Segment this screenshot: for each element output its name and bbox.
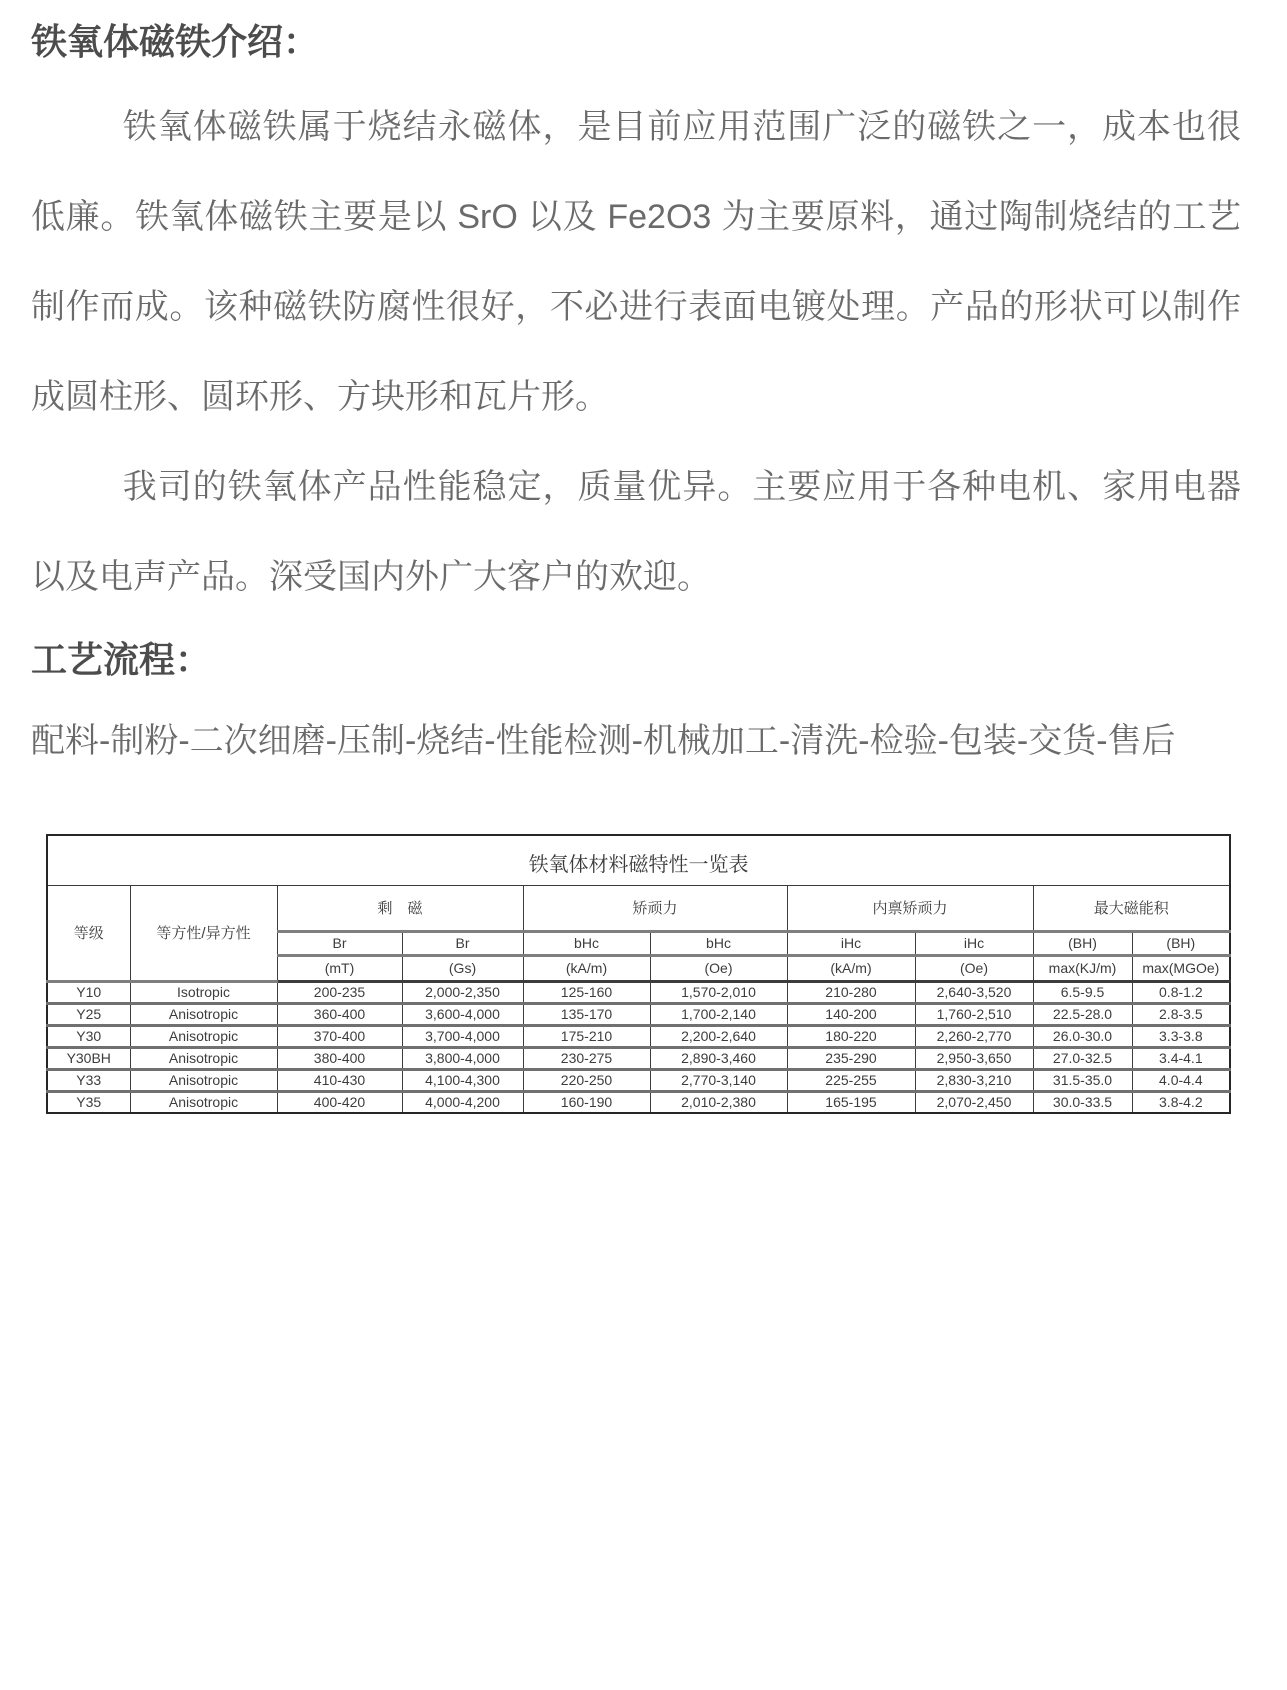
subheader-bhc-oe: bHc (650, 931, 787, 955)
isotropy-cell: Anisotropic (130, 1047, 277, 1069)
value-cell: 400-420 (277, 1091, 402, 1113)
value-cell: 140-200 (787, 1003, 915, 1025)
table-body (47, 981, 1230, 1113)
value-cell: 230-275 (523, 1047, 650, 1069)
isotropy-cell: Anisotropic (130, 1003, 277, 1025)
intro-paragraph: 铁氧体磁铁属于烧结永磁体，是目前应用范围广泛的磁铁之一，成本也很低廉。铁氧体磁铁主要是以 SrO 以及 Fe2O3 为主要原料，通过陶制烧结的工艺制作而成。该种磁铁防腐性很好，不必进行表面电镀处理。产品的形状可以制作成圆柱形、圆环形、方块形和瓦片形。 (31, 108, 1241, 416)
subheader-ihc-kam: iHc (787, 931, 915, 955)
value-cell: 31.5-35.0 (1033, 1069, 1132, 1091)
isotropy-cell: Anisotropic (130, 1091, 277, 1113)
value-cell: 3,700-4,000 (402, 1025, 523, 1047)
value-cell: 1,570-2,010 (650, 981, 787, 1003)
isotropy-cell: Anisotropic (130, 1025, 277, 1047)
company-paragraph: 我司的铁氧体产品性能稳定，质量优异。主要应用于各种电机、家用电器以及电声产品。深受国内外广大客户的欢迎。 (31, 468, 1241, 596)
value-cell: 220-250 (523, 1069, 650, 1091)
grade-cell: Y33 (47, 1069, 130, 1091)
grade-cell: Y30BH (47, 1047, 130, 1069)
value-cell: 3,800-4,000 (402, 1047, 523, 1069)
isotropy-cell: Anisotropic (130, 1069, 277, 1091)
table-row (47, 1069, 1230, 1091)
isotropy-cell: Isotropic (130, 981, 277, 1003)
value-cell: 180-220 (787, 1025, 915, 1047)
unit-kam-1: (kA/m) (523, 955, 650, 981)
value-cell: 175-210 (523, 1025, 650, 1047)
value-cell: 2,010-2,380 (650, 1091, 787, 1113)
value-cell: 27.0-32.5 (1033, 1047, 1132, 1069)
value-cell: 2,770-3,140 (650, 1069, 787, 1091)
grade-cell: Y35 (47, 1091, 130, 1113)
value-cell: 30.0-33.5 (1033, 1091, 1132, 1113)
grade-cell: Y10 (47, 981, 130, 1003)
unit-oe-2: (Oe) (915, 955, 1033, 981)
value-cell: 3,600-4,000 (402, 1003, 523, 1025)
table-group-header-row (47, 885, 1230, 931)
value-cell: 26.0-30.0 (1033, 1025, 1132, 1047)
value-cell: 2,890-3,460 (650, 1047, 787, 1069)
grade-cell: Y30 (47, 1025, 130, 1047)
value-cell: 410-430 (277, 1069, 402, 1091)
unit-mt: (mT) (277, 955, 402, 981)
value-cell: 360-400 (277, 1003, 402, 1025)
value-cell: 2,830-3,210 (915, 1069, 1033, 1091)
value-cell: 370-400 (277, 1025, 402, 1047)
value-cell: 2.8-3.5 (1132, 1003, 1230, 1025)
intro-heading: 铁氧体磁铁介绍： (31, 21, 320, 62)
table-row (47, 1025, 1230, 1047)
header-isotropy: 等方性/异方性 (130, 885, 277, 981)
table-title: 铁氧体材料磁特性一览表 (47, 835, 1230, 885)
value-cell: 165-195 (787, 1091, 915, 1113)
value-cell: 6.5-9.5 (1033, 981, 1132, 1003)
value-cell: 380-400 (277, 1047, 402, 1069)
value-cell: 2,070-2,450 (915, 1091, 1033, 1113)
subheader-br-mt: Br (277, 931, 402, 955)
unit-oe-1: (Oe) (650, 955, 787, 981)
subheader-br-gs: Br (402, 931, 523, 955)
table-row (47, 1091, 1230, 1113)
value-cell: 22.5-28.0 (1033, 1003, 1132, 1025)
value-cell: 160-190 (523, 1091, 650, 1113)
subheader-bh-mgoe: (BH) (1132, 931, 1230, 955)
value-cell: 1,760-2,510 (915, 1003, 1033, 1025)
value-cell: 235-290 (787, 1047, 915, 1069)
grade-cell: Y25 (47, 1003, 130, 1025)
subheader-bh-kjm: (BH) (1033, 931, 1132, 955)
unit-maxkjm: max(KJ/m) (1033, 955, 1132, 981)
table-row (47, 1047, 1230, 1069)
value-cell: 2,640-3,520 (915, 981, 1033, 1003)
value-cell: 0.8-1.2 (1132, 981, 1230, 1003)
process-heading: 工艺流程： (31, 639, 212, 680)
unit-kam-2: (kA/m) (787, 955, 915, 981)
unit-gs: (Gs) (402, 955, 523, 981)
value-cell: 2,200-2,640 (650, 1025, 787, 1047)
process-flow-text: 配料-制粉-二次细磨-压制-烧结-性能检测-机械加工-清洗-检验-包装-交货-售后 (31, 722, 1176, 760)
value-cell: 1,700-2,140 (650, 1003, 787, 1025)
value-cell: 2,260-2,770 (915, 1025, 1033, 1047)
table-row (47, 981, 1230, 1003)
value-cell: 125-160 (523, 981, 650, 1003)
subheader-bhc-kam: bHc (523, 931, 650, 955)
header-group-coercivity: 矫顽力 (523, 885, 787, 931)
header-grade: 等级 (47, 885, 130, 981)
value-cell: 3.3-3.8 (1132, 1025, 1230, 1047)
value-cell: 210-280 (787, 981, 915, 1003)
subheader-ihc-oe: iHc (915, 931, 1033, 955)
value-cell: 3.8-4.2 (1132, 1091, 1230, 1113)
value-cell: 225-255 (787, 1069, 915, 1091)
table-row (47, 1003, 1230, 1025)
header-group-max-energy-product: 最大磁能积 (1033, 885, 1230, 931)
value-cell: 135-170 (523, 1003, 650, 1025)
unit-maxmgoe: max(MGOe) (1132, 955, 1230, 981)
value-cell: 2,950-3,650 (915, 1047, 1033, 1069)
value-cell: 2,000-2,350 (402, 981, 523, 1003)
value-cell: 4,000-4,200 (402, 1091, 523, 1113)
value-cell: 3.4-4.1 (1132, 1047, 1230, 1069)
value-cell: 200-235 (277, 981, 402, 1003)
magnetic-properties-table (46, 834, 1231, 1114)
table-title-row (47, 835, 1230, 885)
value-cell: 4,100-4,300 (402, 1069, 523, 1091)
header-group-remanence: 剩 磁 (277, 885, 523, 931)
value-cell: 4.0-4.4 (1132, 1069, 1230, 1091)
header-group-intrinsic-coercivity: 内禀矫顽力 (787, 885, 1033, 931)
